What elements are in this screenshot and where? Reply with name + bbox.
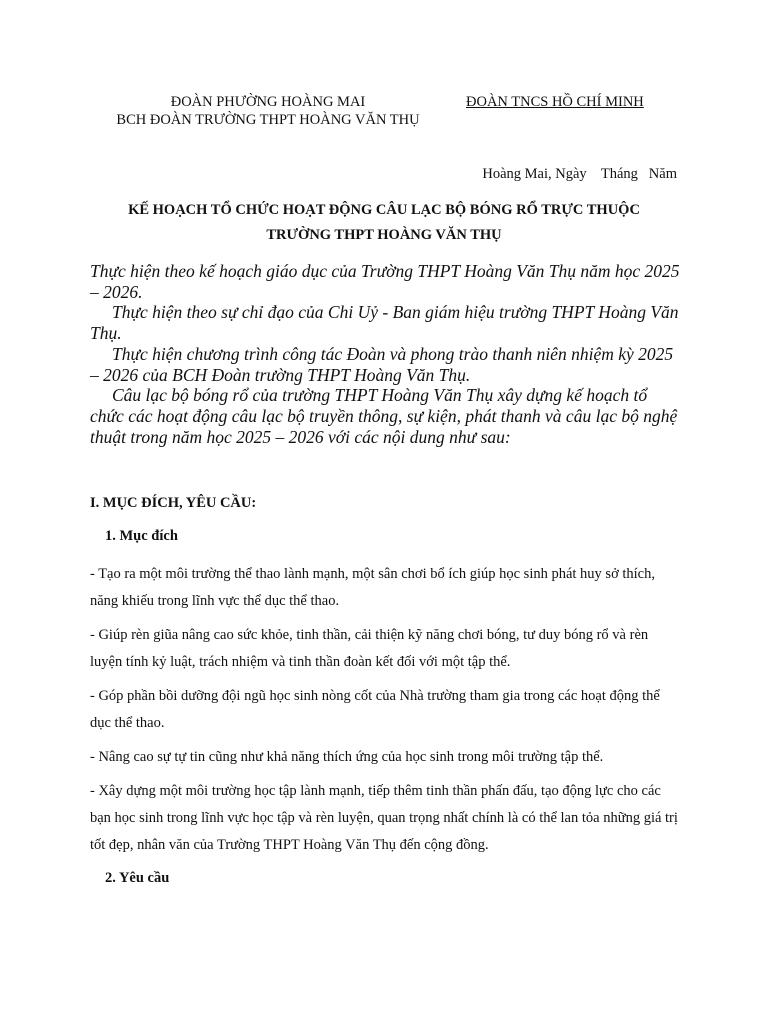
list-item: - Tạo ra một môi trường thể thao lành mạnh, một sân chơi bổ ích giúp học sinh phát huy sở thích, năng khiếu trong lĩnh vực thể dục thể thao. (90, 566, 655, 609)
purpose-list (90, 561, 682, 866)
list-item: - Giúp rèn giũa nâng cao sức khỏe, tinh thần, cải thiện kỹ năng chơi bóng, tư duy bóng rổ và rèn luyện tính kỷ luật, trách nhiệm và tinh thần đoàn kết đối với một tập thể. (90, 627, 649, 670)
list-item: - Góp phần bồi dưỡng đội ngũ học sinh nòng cốt của Nhà trường tham gia trong các hoạt động thể dục thể thao. (90, 688, 660, 731)
subsection-heading-purpose: 1. Mục đích (105, 528, 178, 544)
intro-paragraph: Thực hiện theo sự chỉ đạo của Chi Uỷ - Ban giám hiệu trường THPT Hoàng Văn Thụ. (90, 302, 679, 344)
list-item: - Nâng cao sự tự tin cũng như khả năng thích ứng của học sinh trong môi trường tập thể. (90, 749, 604, 765)
document-title (90, 198, 678, 248)
intro-paragraph: Thực hiện chương trình công tác Đoàn và phong trào thanh niên nhiệm kỳ 2025 – 2026 của BCH Đoàn trường THPT Hoàng Văn Thụ. (90, 343, 674, 385)
title-line-2: TRƯỜNG THPT HOÀNG VĂN THỤ (266, 227, 502, 243)
intro-paragraph: Thực hiện theo kế hoạch giáo dục của Trường THPT Hoàng Văn Thụ năm học 2025 – 2026. (90, 261, 680, 302)
subsection-heading-requirements: 2. Yêu cầu (105, 870, 170, 886)
intro-block (90, 261, 680, 447)
list-item: - Xây dựng một môi trường học tập lành mạnh, tiếp thêm tinh thần phấn đấu, tạo động lực cho các bạn học sinh trong lĩnh vực học tập và rèn luyện, quan trọng nhất chính là có thể lan tỏa những giá trị tốt đẹp, nhân văn của Trường THPT Hoàng Văn Thụ đến cộng đồng. (90, 783, 678, 853)
dateline: Hoàng Mai, Ngày Tháng Năm (482, 166, 677, 182)
title-line-1: KẾ HOẠCH TỔ CHỨC HOẠT ĐỘNG CÂU LẠC BỘ BÓNG RỔ TRỰC THUỘC (128, 202, 640, 218)
header-org-line-1: ĐOÀN PHƯỜNG HOÀNG MAI (170, 94, 366, 110)
intro-paragraph: Câu lạc bộ bóng rổ của trường THPT Hoàng Văn Thụ xây dựng kế hoạch tổ chức các hoạt động câu lạc bộ truyền thông, sự kiện, phát thanh và câu lạc bộ nghệ thuật trong năm học 2025 – 2026 với các nội dung như sau: (90, 385, 678, 447)
header-org-line-2: BCH ĐOÀN TRƯỜNG THPT HOÀNG VĂN THỤ (116, 112, 420, 128)
header-right: ĐOÀN TNCS HỒ CHÍ MINH (466, 94, 644, 110)
header-left (100, 93, 436, 129)
section-heading: I. MỤC ĐÍCH, YÊU CẦU: (90, 495, 257, 511)
